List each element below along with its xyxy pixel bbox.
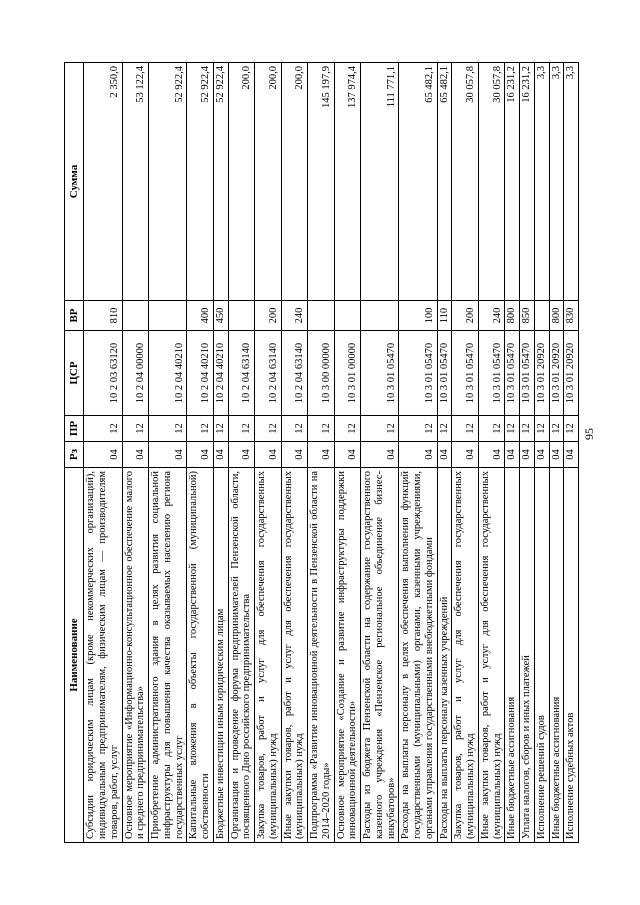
cell-rz: 04 <box>228 442 255 468</box>
cell-csr: 10 3 01 20920 <box>564 331 579 416</box>
cell-sum: 30 057,8 <box>478 63 505 301</box>
table-row <box>478 63 505 843</box>
cell-csr: 10 3 01 05470 <box>520 331 535 416</box>
cell-vr: 200 <box>452 301 479 331</box>
cell-pr: 12 <box>361 416 399 442</box>
cell-vr <box>534 301 549 331</box>
table-row <box>308 63 335 843</box>
cell-pr: 12 <box>84 416 122 442</box>
cell-name: Расходы на выплаты персоналу в целях обеспечения выполнения функций государственными (муниципальными) органами, казенными учреждениями, органами управления государственными внебюджетными фондами <box>399 468 437 843</box>
cell-rz: 04 <box>122 442 149 468</box>
cell-name: Уплата налогов, сборов и иных платежей <box>520 468 535 843</box>
cell-vr: 200 <box>255 301 282 331</box>
table-row <box>520 63 535 843</box>
cell-csr: 10 3 01 20920 <box>534 331 549 416</box>
cell-rz: 04 <box>437 442 452 468</box>
cell-vr: 100 <box>399 301 437 331</box>
cell-name: Иные бюджетные ассигнования <box>505 468 520 843</box>
cell-sum: 3,3 <box>564 63 579 301</box>
table-row <box>228 63 255 843</box>
cell-pr: 12 <box>334 416 361 442</box>
cell-vr: 450 <box>213 301 228 331</box>
cell-pr: 12 <box>534 416 549 442</box>
cell-sum: 200,0 <box>281 63 308 301</box>
cell-vr: 400 <box>187 301 214 331</box>
cell-sum: 200,0 <box>255 63 282 301</box>
cell-rz: 04 <box>478 442 505 468</box>
cell-rz: 04 <box>187 442 214 468</box>
cell-name: Иные закупки товаров, работ и услуг для обеспечения государственных (муниципальных) нужд <box>281 468 308 843</box>
header-csr: ЦСР <box>65 331 84 416</box>
cell-csr: 10 2 04 40210 <box>213 331 228 416</box>
cell-name: Подпрограмма «Развитие инновационной деятельности в Пензенской области на 2014–2020 годы» <box>308 468 335 843</box>
table-row <box>361 63 399 843</box>
cell-sum: 52 922,4 <box>149 63 187 301</box>
header-rz: Рз <box>65 442 84 468</box>
cell-sum: 52 922,4 <box>187 63 214 301</box>
header-row <box>65 63 84 843</box>
cell-csr: 10 2 04 63140 <box>255 331 282 416</box>
cell-pr: 12 <box>452 416 479 442</box>
cell-csr: 10 3 01 05470 <box>437 331 452 416</box>
cell-pr: 12 <box>122 416 149 442</box>
cell-vr <box>334 301 361 331</box>
header-name: Наименование <box>65 468 84 843</box>
cell-sum: 3,3 <box>534 63 549 301</box>
cell-pr: 12 <box>549 416 564 442</box>
cell-rz: 04 <box>505 442 520 468</box>
cell-sum: 137 974,4 <box>334 63 361 301</box>
cell-csr: 10 2 03 63120 <box>84 331 122 416</box>
cell-rz: 04 <box>149 442 187 468</box>
cell-csr: 10 3 01 05470 <box>478 331 505 416</box>
table-row <box>437 63 452 843</box>
header-vr: ВР <box>65 301 84 331</box>
cell-vr: 800 <box>505 301 520 331</box>
table-row <box>564 63 579 843</box>
cell-csr: 10 2 04 63140 <box>228 331 255 416</box>
cell-csr: 10 3 01 00000 <box>334 331 361 416</box>
cell-name: Закупка товаров, работ и услуг для обеспечения государственных (муниципальных) нужд <box>452 468 479 843</box>
cell-csr: 10 3 00 00000 <box>308 331 335 416</box>
cell-csr: 10 3 01 05470 <box>505 331 520 416</box>
cell-csr: 10 2 04 40210 <box>187 331 214 416</box>
header-pr: ПР <box>65 416 84 442</box>
cell-sum: 2 350,0 <box>84 63 122 301</box>
cell-sum: 200,0 <box>228 63 255 301</box>
cell-sum: 30 057,8 <box>452 63 479 301</box>
cell-csr: 10 2 04 63140 <box>281 331 308 416</box>
cell-csr: 10 3 01 20920 <box>549 331 564 416</box>
table-row <box>281 63 308 843</box>
cell-sum: 3,3 <box>549 63 564 301</box>
cell-sum: 53 122,4 <box>122 63 149 301</box>
cell-rz: 04 <box>334 442 361 468</box>
cell-name: Организация и проведение форума предпринимателей Пензенской области, посвященного Дню российского предпринимательства <box>228 468 255 843</box>
cell-pr: 12 <box>308 416 335 442</box>
cell-name: Иные закупки товаров, работ и услуг для обеспечения государственных (муниципальных) нужд <box>478 468 505 843</box>
cell-rz: 04 <box>213 442 228 468</box>
cell-vr: 830 <box>564 301 579 331</box>
cell-pr: 12 <box>399 416 437 442</box>
cell-sum: 145 197,9 <box>308 63 335 301</box>
table-row <box>549 63 564 843</box>
cell-pr: 12 <box>478 416 505 442</box>
cell-rz: 04 <box>399 442 437 468</box>
cell-sum: 52 922,4 <box>213 63 228 301</box>
budget-table <box>64 62 579 843</box>
table-row <box>187 63 214 843</box>
cell-name: Исполнение судебных актов <box>564 468 579 843</box>
cell-name: Бюджетные инвестиции иным юридическим лицам <box>213 468 228 843</box>
table-row <box>534 63 549 843</box>
header-sum: Сумма <box>65 63 84 301</box>
cell-pr: 12 <box>520 416 535 442</box>
table-row <box>213 63 228 843</box>
cell-rz: 04 <box>564 442 579 468</box>
cell-name: Приобретение административного здания в целях развития социальной инфраструктуры для повышения качества оказываемых населению региона государственных услуг <box>149 468 187 843</box>
cell-vr <box>228 301 255 331</box>
cell-pr: 12 <box>255 416 282 442</box>
cell-vr: 800 <box>549 301 564 331</box>
cell-sum: 65 482,1 <box>399 63 437 301</box>
cell-sum: 16 231,2 <box>505 63 520 301</box>
table-row <box>122 63 149 843</box>
cell-csr: 10 2 04 40210 <box>149 331 187 416</box>
table-row <box>399 63 437 843</box>
table-row <box>84 63 122 843</box>
cell-name: Иные бюджетные ассигнования <box>549 468 564 843</box>
cell-rz: 04 <box>361 442 399 468</box>
cell-name: Капитальные вложения в объекты государственной (муниципальной) собственности <box>187 468 214 843</box>
table-row <box>334 63 361 843</box>
cell-vr: 850 <box>520 301 535 331</box>
table-row <box>505 63 520 843</box>
cell-vr <box>149 301 187 331</box>
table-row <box>149 63 187 843</box>
cell-pr: 12 <box>149 416 187 442</box>
cell-name: Основное мероприятие «Создание и развитие инфраструктуры поддержки инновационной деятельности» <box>334 468 361 843</box>
cell-name: Закупка товаров, работ и услуг для обеспечения государственных (муниципальных) нужд <box>255 468 282 843</box>
cell-rz: 04 <box>549 442 564 468</box>
cell-rz: 04 <box>534 442 549 468</box>
cell-vr: 240 <box>281 301 308 331</box>
cell-vr <box>122 301 149 331</box>
cell-sum: 111 771,1 <box>361 63 399 301</box>
cell-vr: 810 <box>84 301 122 331</box>
cell-sum: 16 231,2 <box>520 63 535 301</box>
cell-pr: 12 <box>228 416 255 442</box>
cell-vr: 110 <box>437 301 452 331</box>
cell-rz: 04 <box>520 442 535 468</box>
cell-csr: 10 3 01 05470 <box>452 331 479 416</box>
cell-rz: 04 <box>281 442 308 468</box>
cell-csr: 10 2 04 00000 <box>122 331 149 416</box>
cell-name: Расходы на выплаты персоналу казенных учреждений <box>437 468 452 843</box>
cell-sum: 65 482,1 <box>437 63 452 301</box>
table-row <box>255 63 282 843</box>
cell-pr: 12 <box>213 416 228 442</box>
cell-rz: 04 <box>255 442 282 468</box>
rotated-page <box>64 63 577 843</box>
cell-vr: 240 <box>478 301 505 331</box>
cell-vr <box>308 301 335 331</box>
cell-vr <box>361 301 399 331</box>
cell-pr: 12 <box>187 416 214 442</box>
cell-name: Субсидии юридическим лицам (кроме некоммерческих организаций), индивидуальным предпринимателям, физическим лицам — производителям товаров, работ, услуг <box>84 468 122 843</box>
table-row <box>452 63 479 843</box>
cell-csr: 10 3 01 05470 <box>361 331 399 416</box>
cell-pr: 12 <box>505 416 520 442</box>
cell-name: Основное мероприятие «Информационно-консультационное обеспечение малого и среднего предпринимательства» <box>122 468 149 843</box>
cell-pr: 12 <box>281 416 308 442</box>
cell-pr: 12 <box>437 416 452 442</box>
cell-pr: 12 <box>564 416 579 442</box>
cell-rz: 04 <box>84 442 122 468</box>
cell-name: Расходы из бюджета Пензенской области на содержание государственного казенного учреждения «Пензенское региональное объединение бизнес-инкубаторов» <box>361 468 399 843</box>
cell-name: Исполнение решений судов <box>534 468 549 843</box>
cell-rz: 04 <box>452 442 479 468</box>
cell-rz: 04 <box>308 442 335 468</box>
table-body <box>84 63 579 843</box>
page-number: 95 <box>582 428 596 440</box>
cell-csr: 10 3 01 05470 <box>399 331 437 416</box>
